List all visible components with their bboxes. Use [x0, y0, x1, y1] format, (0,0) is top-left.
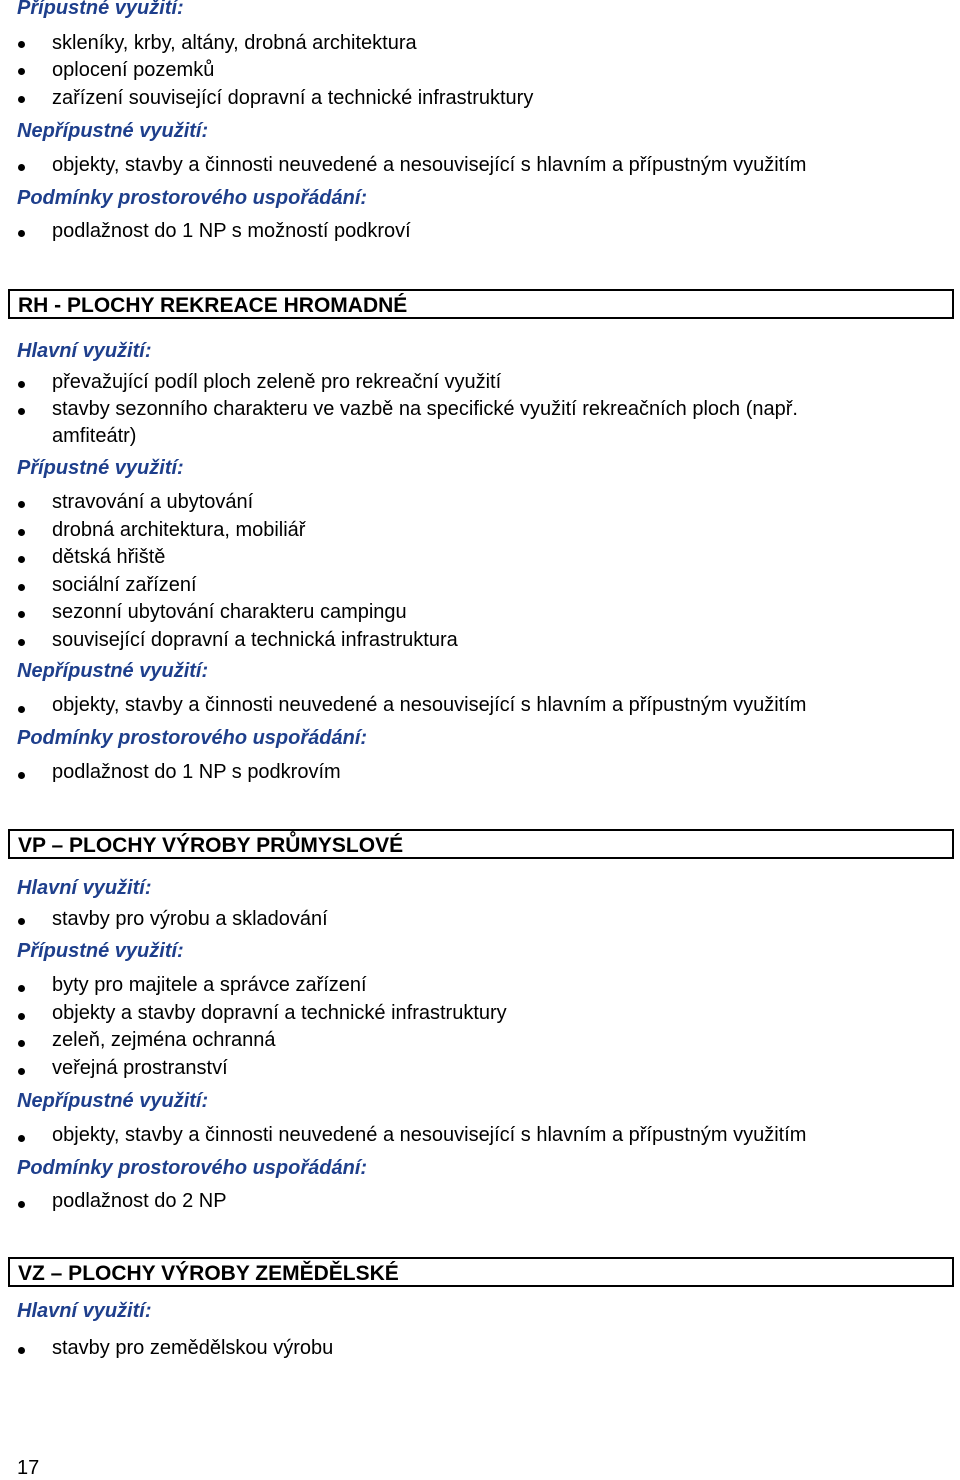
- bullet: [18, 706, 25, 713]
- list-item: sezonní ubytování charakteru campingu: [52, 601, 407, 623]
- heading-pripustne: Přípustné využití:: [17, 940, 184, 962]
- heading-nepripustne: Nepřípustné využití:: [17, 120, 209, 142]
- bullet: [18, 68, 25, 75]
- bullet: [18, 501, 25, 508]
- bullet: [18, 985, 25, 992]
- heading-podminky: Podmínky prostorového uspořádání:: [17, 1157, 368, 1179]
- heading-nepripustne: Nepřípustné využití:: [17, 660, 209, 682]
- bullet: [18, 408, 25, 415]
- section-title-rh: [8, 289, 954, 319]
- list-item: objekty, stavby a činnosti neuvedené a nesouvisející s hlavním a přípustným využitím: [52, 154, 807, 176]
- list-item: podlažnost do 1 NP s podkrovím: [52, 761, 341, 783]
- heading-podminky: Podmínky prostorového uspořádání:: [17, 727, 368, 749]
- list-item-continuation: amfiteátr): [52, 425, 137, 447]
- bullet: [18, 529, 25, 536]
- bullet: [18, 1068, 25, 1075]
- list-item: související dopravní a technická infrastruktura: [52, 629, 458, 651]
- heading-hlavni: Hlavní využití:: [17, 1300, 152, 1322]
- list-item: objekty a stavby dopravní a technické infrastruktury: [52, 1002, 507, 1024]
- list-item: sociální zařízení: [52, 574, 197, 596]
- heading-nepripustne: Nepřípustné využití:: [17, 1090, 209, 1112]
- section-title-text: VP – PLOCHY VÝROBY PRŮMYSLOVÉ: [18, 834, 404, 857]
- list-item: skleníky, krby, altány, drobná architektura: [52, 32, 417, 54]
- page-number: 17: [17, 1457, 40, 1479]
- bullet: [18, 639, 25, 646]
- heading-podminky: Podmínky prostorového uspořádání:: [17, 187, 368, 209]
- heading-hlavni: Hlavní využití:: [17, 340, 152, 362]
- list-item: stavby pro zemědělskou výrobu: [52, 1337, 334, 1359]
- list-item: podlažnost do 1 NP s možností podkroví: [52, 220, 411, 242]
- list-item: objekty, stavby a činnosti neuvedené a nesouvisející s hlavním a přípustným využitím: [52, 694, 807, 716]
- list-item: převažující podíl ploch zeleně pro rekreační využití: [52, 371, 502, 393]
- bullet: [18, 918, 25, 925]
- bullet: [18, 230, 25, 237]
- list-item: dětská hřiště: [52, 546, 166, 568]
- section-title-vz: [8, 1257, 954, 1287]
- bullet: [18, 611, 25, 618]
- list-item: veřejná prostranství: [52, 1057, 228, 1079]
- bullet: [18, 1201, 25, 1208]
- list-item: stavby pro výrobu a skladování: [52, 908, 328, 930]
- bullet: [18, 584, 25, 591]
- list-item: zeleň, zejména ochranná: [52, 1029, 276, 1051]
- bullet: [18, 96, 25, 103]
- bullet: [18, 1347, 25, 1354]
- bullet: [18, 164, 25, 171]
- list-item: stavby sezonního charakteru ve vazbě na specifické využití rekreačních ploch (např.: [52, 398, 798, 420]
- list-item: drobná architektura, mobiliář: [52, 519, 306, 541]
- bullet: [18, 41, 25, 48]
- bullet: [18, 1135, 25, 1142]
- heading-pripustne: Přípustné využití:: [17, 457, 184, 479]
- section-title-vp: [8, 829, 954, 859]
- list-item: podlažnost do 2 NP: [52, 1190, 227, 1212]
- section-title-text: RH - PLOCHY REKREACE HROMADNÉ: [18, 294, 408, 317]
- list-item: oplocení pozemků: [52, 59, 215, 81]
- bullet: [18, 772, 25, 779]
- bullet: [18, 1013, 25, 1020]
- list-item: byty pro majitele a správce zařízení: [52, 974, 367, 996]
- section-title-text: VZ – PLOCHY VÝROBY ZEMĚDĚLSKÉ: [18, 1262, 399, 1285]
- list-item: objekty, stavby a činnosti neuvedené a nesouvisející s hlavním a přípustným využitím: [52, 1124, 807, 1146]
- bullet: [18, 1040, 25, 1047]
- heading-pripustne: Přípustné využití:: [17, 0, 184, 19]
- bullet: [18, 381, 25, 388]
- bullet: [18, 556, 25, 563]
- list-item: zařízení související dopravní a technické infrastruktury: [52, 87, 534, 109]
- heading-hlavni: Hlavní využití:: [17, 877, 152, 899]
- list-item: stravování a ubytování: [52, 491, 254, 513]
